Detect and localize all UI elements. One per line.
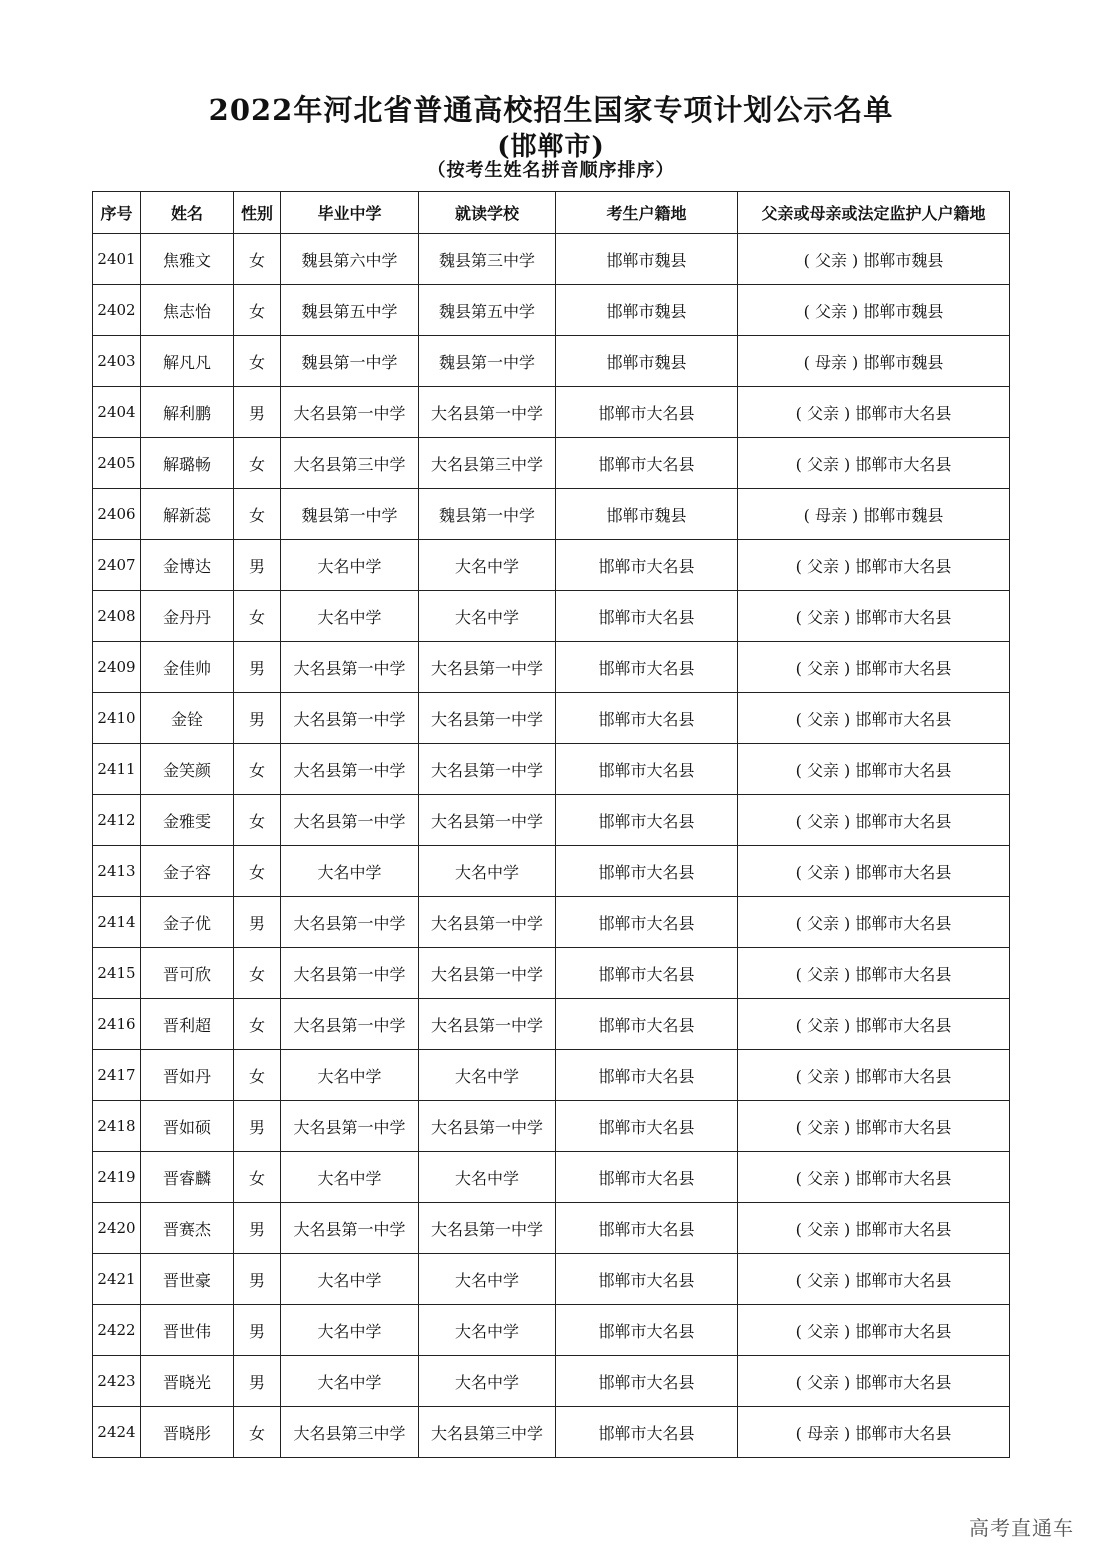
student-household-cell: 邯郸市大名县 xyxy=(556,1101,738,1152)
current-school-cell: 大名县第一中学 xyxy=(419,1203,556,1254)
guardian-household-cell: ( 父亲 ) 邯郸市大名县 xyxy=(738,1305,1010,1356)
student-name-cell: 晋睿麟 xyxy=(141,1152,234,1203)
admission-list-table xyxy=(92,191,1010,1458)
gender-cell: 女 xyxy=(234,438,281,489)
gender-cell: 男 xyxy=(234,387,281,438)
graduation-school-cell: 大名中学 xyxy=(281,1152,419,1203)
student-name-cell: 晋晓光 xyxy=(141,1356,234,1407)
guardian-household-cell: ( 父亲 ) 邯郸市大名县 xyxy=(738,387,1010,438)
graduation-school-cell: 大名县第一中学 xyxy=(281,1101,419,1152)
gender-cell: 男 xyxy=(234,1203,281,1254)
serial-number-cell: 2424 xyxy=(93,1407,141,1458)
graduation-school-cell: 大名县第一中学 xyxy=(281,387,419,438)
student-household-cell: 邯郸市大名县 xyxy=(556,642,738,693)
graduation-school-cell: 大名县第一中学 xyxy=(281,744,419,795)
current-school-cell: 大名县第三中学 xyxy=(419,438,556,489)
student-household-cell: 邯郸市大名县 xyxy=(556,1407,738,1458)
serial-number-cell: 2401 xyxy=(93,234,141,285)
guardian-household-cell: ( 父亲 ) 邯郸市大名县 xyxy=(738,948,1010,999)
gender-cell: 女 xyxy=(234,234,281,285)
student-household-cell: 邯郸市魏县 xyxy=(556,234,738,285)
guardian-household-cell: ( 母亲 ) 邯郸市魏县 xyxy=(738,489,1010,540)
guardian-household-cell: ( 父亲 ) 邯郸市魏县 xyxy=(738,234,1010,285)
table-header-row xyxy=(93,192,1010,234)
current-school-cell: 大名县第三中学 xyxy=(419,1407,556,1458)
current-school-cell: 大名中学 xyxy=(419,1356,556,1407)
guardian-household-cell: ( 父亲 ) 邯郸市大名县 xyxy=(738,1356,1010,1407)
student-name-cell: 解新蕊 xyxy=(141,489,234,540)
serial-number-cell: 2417 xyxy=(93,1050,141,1101)
table-row xyxy=(93,591,1010,642)
table-row xyxy=(93,489,1010,540)
student-household-cell: 邯郸市大名县 xyxy=(556,693,738,744)
document-title: 2022年河北省普通高校招生国家专项计划公示名单 xyxy=(208,93,894,127)
gender-cell: 男 xyxy=(234,897,281,948)
student-name-cell: 焦志怡 xyxy=(141,285,234,336)
table-row xyxy=(93,1101,1010,1152)
student-household-cell: 邯郸市大名县 xyxy=(556,1305,738,1356)
current-school-cell: 大名县第一中学 xyxy=(419,795,556,846)
gender-cell: 女 xyxy=(234,1152,281,1203)
student-household-cell: 邯郸市魏县 xyxy=(556,489,738,540)
current-school-cell: 大名中学 xyxy=(419,1254,556,1305)
guardian-household-cell: ( 母亲 ) 邯郸市大名县 xyxy=(738,1407,1010,1458)
graduation-school-cell: 大名县第一中学 xyxy=(281,1203,419,1254)
gender-cell: 男 xyxy=(234,1356,281,1407)
graduation-school-cell: 大名中学 xyxy=(281,591,419,642)
gender-cell: 男 xyxy=(234,540,281,591)
student-name-cell: 金丹丹 xyxy=(141,591,234,642)
guardian-household-cell: ( 父亲 ) 邯郸市大名县 xyxy=(738,897,1010,948)
guardian-household-cell: ( 父亲 ) 邯郸市大名县 xyxy=(738,1254,1010,1305)
current-school-cell: 大名县第一中学 xyxy=(419,387,556,438)
student-household-cell: 邯郸市大名县 xyxy=(556,591,738,642)
document-subtitle: (邯郸市) xyxy=(497,132,605,162)
student-name-cell: 金笑颜 xyxy=(141,744,234,795)
serial-number-cell: 2421 xyxy=(93,1254,141,1305)
gender-cell: 男 xyxy=(234,1305,281,1356)
serial-number-cell: 2403 xyxy=(93,336,141,387)
sort-note: （按考生姓名拼音顺序排序） xyxy=(427,160,675,181)
student-household-cell: 邯郸市大名县 xyxy=(556,846,738,897)
gender-cell: 男 xyxy=(234,1254,281,1305)
table-row xyxy=(93,846,1010,897)
graduation-school-cell: 魏县第一中学 xyxy=(281,336,419,387)
table-row xyxy=(93,1356,1010,1407)
student-name-cell: 金雅雯 xyxy=(141,795,234,846)
guardian-household-cell: ( 父亲 ) 邯郸市大名县 xyxy=(738,795,1010,846)
table-row xyxy=(93,387,1010,438)
current-school-cell: 魏县第三中学 xyxy=(419,234,556,285)
table-body xyxy=(93,234,1010,1458)
student-household-cell: 邯郸市大名县 xyxy=(556,999,738,1050)
table-row xyxy=(93,744,1010,795)
gender-cell: 女 xyxy=(234,285,281,336)
table-row xyxy=(93,1305,1010,1356)
guardian-household-cell: ( 父亲 ) 邯郸市大名县 xyxy=(738,744,1010,795)
table-row xyxy=(93,285,1010,336)
serial-number-cell: 2409 xyxy=(93,642,141,693)
student-name-cell: 晋可欣 xyxy=(141,948,234,999)
serial-number-cell: 2408 xyxy=(93,591,141,642)
serial-number-cell: 2422 xyxy=(93,1305,141,1356)
header-cell: 考生户籍地 xyxy=(556,192,738,234)
gender-cell: 女 xyxy=(234,999,281,1050)
current-school-cell: 魏县第一中学 xyxy=(419,489,556,540)
header-cell: 就读学校 xyxy=(419,192,556,234)
student-name-cell: 金博达 xyxy=(141,540,234,591)
current-school-cell: 大名中学 xyxy=(419,540,556,591)
student-household-cell: 邯郸市大名县 xyxy=(556,897,738,948)
student-household-cell: 邯郸市大名县 xyxy=(556,795,738,846)
guardian-household-cell: ( 父亲 ) 邯郸市大名县 xyxy=(738,1101,1010,1152)
watermark: 高考直通车 xyxy=(969,1516,1074,1540)
header-cell: 父亲或母亲或法定监护人户籍地 xyxy=(738,192,1010,234)
student-household-cell: 邯郸市大名县 xyxy=(556,1050,738,1101)
student-household-cell: 邯郸市大名县 xyxy=(556,387,738,438)
graduation-school-cell: 魏县第六中学 xyxy=(281,234,419,285)
serial-number-cell: 2410 xyxy=(93,693,141,744)
graduation-school-cell: 大名县第一中学 xyxy=(281,642,419,693)
table-row xyxy=(93,948,1010,999)
serial-number-cell: 2423 xyxy=(93,1356,141,1407)
gender-cell: 女 xyxy=(234,846,281,897)
header-cell: 性别 xyxy=(234,192,281,234)
table-row xyxy=(93,234,1010,285)
graduation-school-cell: 大名中学 xyxy=(281,1356,419,1407)
serial-number-cell: 2402 xyxy=(93,285,141,336)
table-row xyxy=(93,1254,1010,1305)
table-row xyxy=(93,693,1010,744)
guardian-household-cell: ( 父亲 ) 邯郸市大名县 xyxy=(738,1050,1010,1101)
graduation-school-cell: 大名县第一中学 xyxy=(281,999,419,1050)
current-school-cell: 大名县第一中学 xyxy=(419,693,556,744)
guardian-household-cell: ( 父亲 ) 邯郸市大名县 xyxy=(738,591,1010,642)
graduation-school-cell: 大名县第三中学 xyxy=(281,1407,419,1458)
gender-cell: 女 xyxy=(234,795,281,846)
student-name-cell: 解利鹏 xyxy=(141,387,234,438)
gender-cell: 女 xyxy=(234,744,281,795)
gender-cell: 女 xyxy=(234,591,281,642)
student-name-cell: 解凡凡 xyxy=(141,336,234,387)
student-name-cell: 晋晓彤 xyxy=(141,1407,234,1458)
graduation-school-cell: 大名县第一中学 xyxy=(281,693,419,744)
student-household-cell: 邯郸市大名县 xyxy=(556,1254,738,1305)
student-household-cell: 邯郸市大名县 xyxy=(556,438,738,489)
table-row xyxy=(93,642,1010,693)
serial-number-cell: 2416 xyxy=(93,999,141,1050)
serial-number-cell: 2413 xyxy=(93,846,141,897)
table-row xyxy=(93,1152,1010,1203)
student-name-cell: 晋如硕 xyxy=(141,1101,234,1152)
graduation-school-cell: 大名县第三中学 xyxy=(281,438,419,489)
gender-cell: 男 xyxy=(234,1101,281,1152)
graduation-school-cell: 大名县第一中学 xyxy=(281,948,419,999)
graduation-school-cell: 大名中学 xyxy=(281,846,419,897)
student-name-cell: 晋赛杰 xyxy=(141,1203,234,1254)
student-name-cell: 解璐畅 xyxy=(141,438,234,489)
student-name-cell: 晋世豪 xyxy=(141,1254,234,1305)
student-household-cell: 邯郸市大名县 xyxy=(556,744,738,795)
student-name-cell: 晋利超 xyxy=(141,999,234,1050)
guardian-household-cell: ( 父亲 ) 邯郸市魏县 xyxy=(738,285,1010,336)
student-household-cell: 邯郸市大名县 xyxy=(556,948,738,999)
gender-cell: 女 xyxy=(234,489,281,540)
table-row xyxy=(93,999,1010,1050)
guardian-household-cell: ( 父亲 ) 邯郸市大名县 xyxy=(738,1203,1010,1254)
guardian-household-cell: ( 母亲 ) 邯郸市魏县 xyxy=(738,336,1010,387)
guardian-household-cell: ( 父亲 ) 邯郸市大名县 xyxy=(738,846,1010,897)
gender-cell: 女 xyxy=(234,336,281,387)
serial-number-cell: 2415 xyxy=(93,948,141,999)
student-household-cell: 邯郸市魏县 xyxy=(556,285,738,336)
student-household-cell: 邯郸市魏县 xyxy=(556,336,738,387)
student-name-cell: 金子容 xyxy=(141,846,234,897)
serial-number-cell: 2412 xyxy=(93,795,141,846)
current-school-cell: 大名中学 xyxy=(419,591,556,642)
graduation-school-cell: 魏县第一中学 xyxy=(281,489,419,540)
table-row xyxy=(93,1407,1010,1458)
table-row xyxy=(93,438,1010,489)
student-name-cell: 金铨 xyxy=(141,693,234,744)
table-row xyxy=(93,1050,1010,1101)
guardian-household-cell: ( 父亲 ) 邯郸市大名县 xyxy=(738,1152,1010,1203)
current-school-cell: 大名中学 xyxy=(419,846,556,897)
student-name-cell: 金佳帅 xyxy=(141,642,234,693)
current-school-cell: 魏县第一中学 xyxy=(419,336,556,387)
graduation-school-cell: 大名县第一中学 xyxy=(281,795,419,846)
student-household-cell: 邯郸市大名县 xyxy=(556,1152,738,1203)
header-cell: 姓名 xyxy=(141,192,234,234)
guardian-household-cell: ( 父亲 ) 邯郸市大名县 xyxy=(738,693,1010,744)
gender-cell: 男 xyxy=(234,642,281,693)
guardian-household-cell: ( 父亲 ) 邯郸市大名县 xyxy=(738,999,1010,1050)
graduation-school-cell: 大名县第一中学 xyxy=(281,897,419,948)
guardian-household-cell: ( 父亲 ) 邯郸市大名县 xyxy=(738,642,1010,693)
current-school-cell: 大名中学 xyxy=(419,1050,556,1101)
gender-cell: 女 xyxy=(234,1407,281,1458)
serial-number-cell: 2419 xyxy=(93,1152,141,1203)
header-cell: 序号 xyxy=(93,192,141,234)
current-school-cell: 大名县第一中学 xyxy=(419,999,556,1050)
current-school-cell: 大名中学 xyxy=(419,1152,556,1203)
student-household-cell: 邯郸市大名县 xyxy=(556,540,738,591)
table-row xyxy=(93,795,1010,846)
graduation-school-cell: 大名中学 xyxy=(281,1050,419,1101)
table-row xyxy=(93,897,1010,948)
table-row xyxy=(93,1203,1010,1254)
current-school-cell: 大名县第一中学 xyxy=(419,897,556,948)
serial-number-cell: 2406 xyxy=(93,489,141,540)
graduation-school-cell: 大名中学 xyxy=(281,540,419,591)
table-row xyxy=(93,540,1010,591)
gender-cell: 女 xyxy=(234,948,281,999)
student-name-cell: 焦雅文 xyxy=(141,234,234,285)
student-name-cell: 金子优 xyxy=(141,897,234,948)
serial-number-cell: 2418 xyxy=(93,1101,141,1152)
serial-number-cell: 2411 xyxy=(93,744,141,795)
graduation-school-cell: 魏县第五中学 xyxy=(281,285,419,336)
current-school-cell: 大名县第一中学 xyxy=(419,948,556,999)
current-school-cell: 大名县第一中学 xyxy=(419,642,556,693)
current-school-cell: 大名县第一中学 xyxy=(419,744,556,795)
table-row xyxy=(93,336,1010,387)
serial-number-cell: 2407 xyxy=(93,540,141,591)
guardian-household-cell: ( 父亲 ) 邯郸市大名县 xyxy=(738,540,1010,591)
serial-number-cell: 2404 xyxy=(93,387,141,438)
student-household-cell: 邯郸市大名县 xyxy=(556,1356,738,1407)
serial-number-cell: 2405 xyxy=(93,438,141,489)
serial-number-cell: 2420 xyxy=(93,1203,141,1254)
gender-cell: 女 xyxy=(234,1050,281,1101)
student-name-cell: 晋世伟 xyxy=(141,1305,234,1356)
graduation-school-cell: 大名中学 xyxy=(281,1305,419,1356)
current-school-cell: 大名中学 xyxy=(419,1305,556,1356)
current-school-cell: 魏县第五中学 xyxy=(419,285,556,336)
graduation-school-cell: 大名中学 xyxy=(281,1254,419,1305)
student-name-cell: 晋如丹 xyxy=(141,1050,234,1101)
current-school-cell: 大名县第一中学 xyxy=(419,1101,556,1152)
serial-number-cell: 2414 xyxy=(93,897,141,948)
guardian-household-cell: ( 父亲 ) 邯郸市大名县 xyxy=(738,438,1010,489)
header-cell: 毕业中学 xyxy=(281,192,419,234)
student-household-cell: 邯郸市大名县 xyxy=(556,1203,738,1254)
gender-cell: 男 xyxy=(234,693,281,744)
